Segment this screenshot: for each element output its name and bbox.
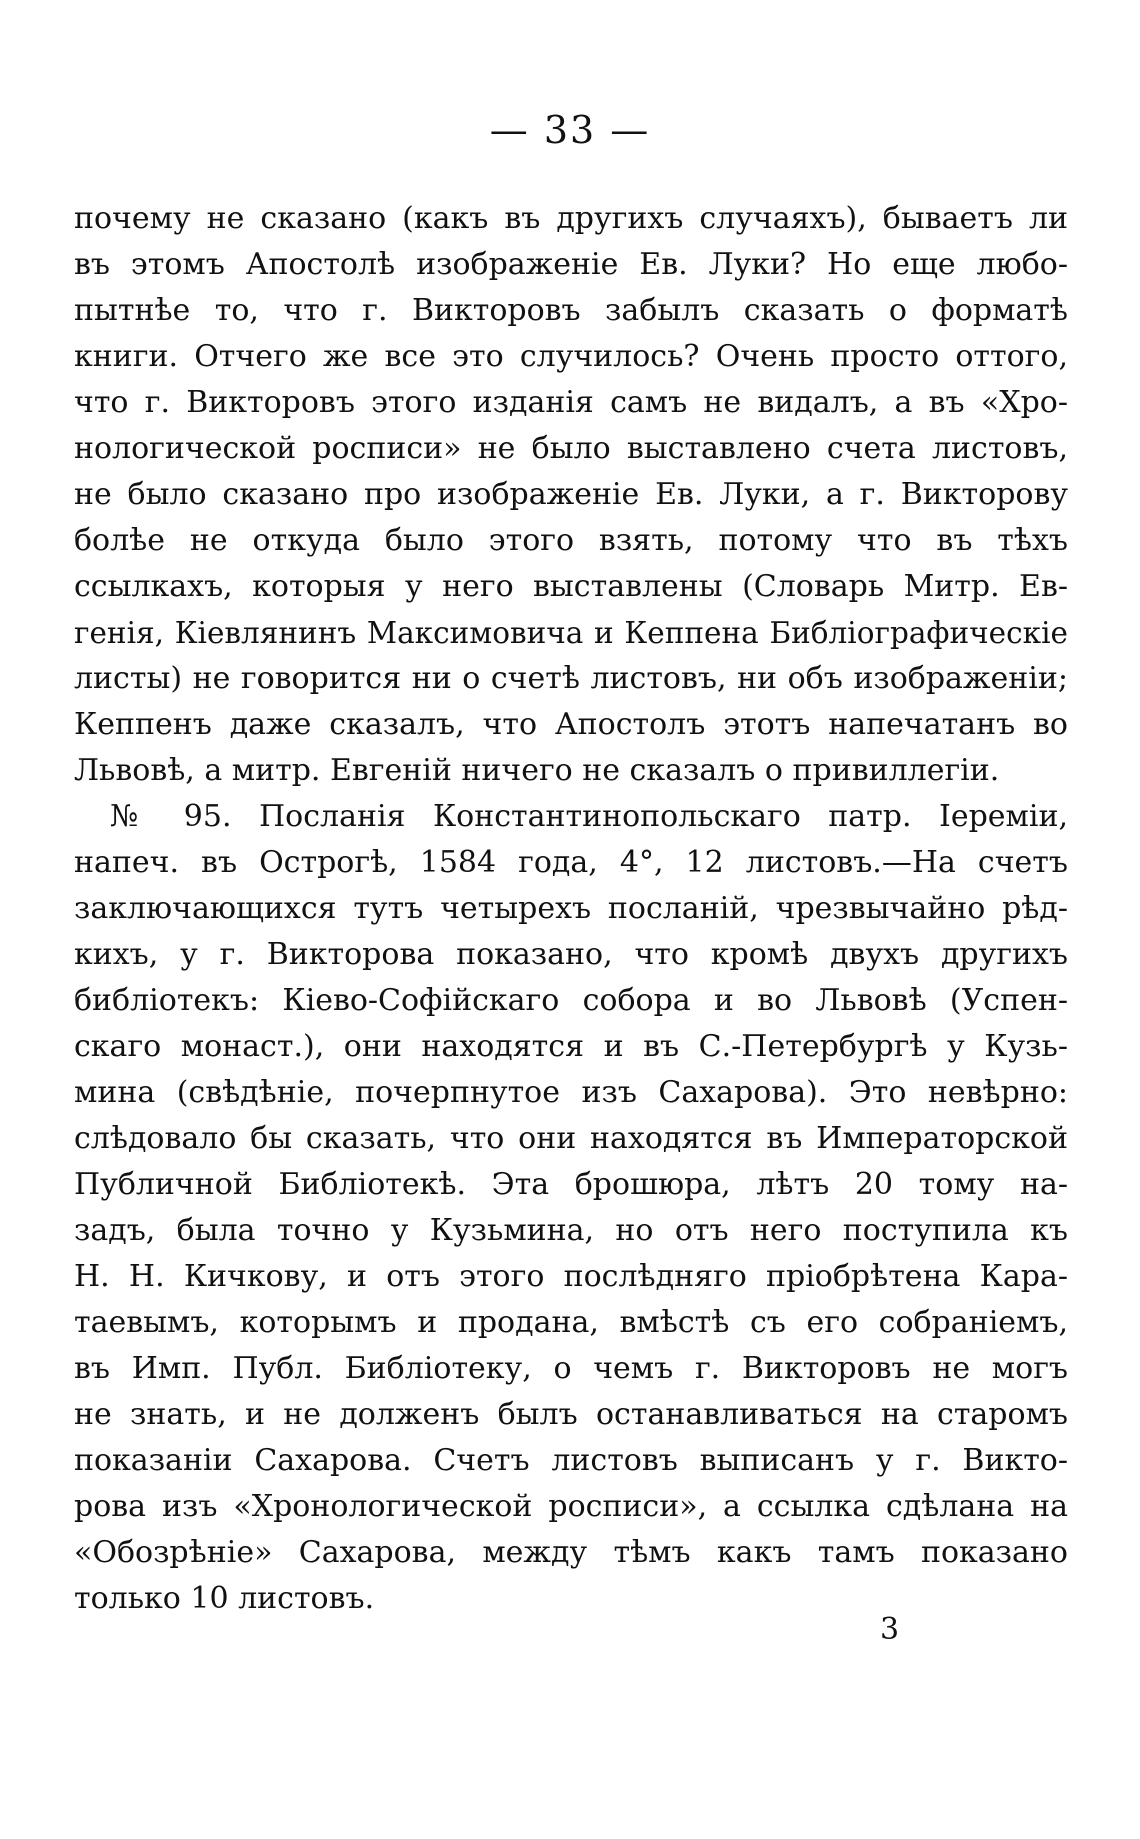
text-line: не знать, и не долженъ былъ останавливаться на старомъ bbox=[74, 1397, 1068, 1432]
text-line: пытнѣе то, что г. Викторовъ забылъ сказать о форматѣ bbox=[74, 293, 1068, 328]
text-line: болѣе не откуда было этого взять, потому что въ тѣхъ bbox=[74, 523, 1068, 558]
text-line: скаго монаст.), они находятся и въ С.-Петербургѣ у Кузь- bbox=[74, 1029, 1068, 1064]
text-line: генія, Кіевлянинъ Максимовича и Кеппена Библіографическіе bbox=[74, 616, 1068, 650]
text-line: «Обозрѣніе» Сахарова, между тѣмъ какъ тамъ показано bbox=[74, 1535, 1068, 1570]
text-line: рова изъ «Хронологической росписи», а ссылка сдѣлана на bbox=[74, 1489, 1068, 1524]
text-line: книги. Отчего же все это случилось? Очень просто оттого, bbox=[74, 339, 1068, 374]
text-line: № 95. Посланія Константинопольскаго патр. Іереміи, bbox=[110, 799, 1068, 834]
text-line: что г. Викторовъ этого изданія самъ не видалъ, а въ «Хро- bbox=[74, 385, 1068, 420]
text-line: библіотекъ: Кіево-Софійскаго собора и во Львовѣ (Успен- bbox=[74, 983, 1068, 1018]
text-line: Н. Н. Кичкову, и отъ этого послѣдняго пріобрѣтена Кара- bbox=[74, 1259, 1068, 1294]
text-line: только 10 листовъ. bbox=[74, 1581, 375, 1616]
text-line: почему не сказано (какъ въ другихъ случаяхъ), бываетъ ли bbox=[74, 201, 1068, 236]
page-number: — 33 — bbox=[489, 108, 651, 152]
text-line: въ Имп. Публ. Библіотеку, о чемъ г. Викторовъ не могъ bbox=[74, 1351, 1068, 1386]
text-line: Львовѣ, а митр. Евгеній ничего не сказалъ о привиллегіи. bbox=[74, 753, 1000, 788]
text-line: слѣдовало бы сказать, что они находятся въ Императорской bbox=[74, 1121, 1068, 1156]
text-line: таевымъ, которымъ и продана, вмѣстѣ съ его собраніемъ, bbox=[74, 1305, 1068, 1340]
text-line: нологической росписи» не было выставлено счета листовъ, bbox=[74, 431, 1068, 466]
text-line: Кеппенъ даже сказалъ, что Апостолъ этотъ напечатанъ во bbox=[74, 707, 1068, 742]
text-line: мина (свѣдѣніе, почерпнутое изъ Сахарова). Это невѣрно: bbox=[74, 1075, 1068, 1110]
text-line: заключающихся тутъ четырехъ посланій, чрезвычайно рѣд- bbox=[74, 891, 1068, 926]
text-line: напеч. въ Острогѣ, 1584 года, 4°, 12 листовъ.—На счетъ bbox=[74, 845, 1068, 880]
text-line: не было сказано про изображеніе Ев. Луки, а г. Викторову bbox=[74, 477, 1068, 512]
text-line: листы) не говорится ни о счетѣ листовъ, ни объ изображеніи; bbox=[74, 661, 1068, 696]
text-line: показаніи Сахарова. Счетъ листовъ выписанъ у г. Викто- bbox=[74, 1443, 1068, 1478]
text-line: Публичной Библіотекѣ. Эта брошюра, лѣтъ 20 тому на- bbox=[74, 1167, 1068, 1202]
text-line: задъ, была точно у Кузьмина, но отъ него поступила къ bbox=[74, 1213, 1068, 1248]
page-body-text bbox=[74, 196, 1068, 1622]
text-line: кихъ, у г. Викторова показано, что кромѣ двухъ другихъ bbox=[74, 937, 1068, 972]
text-line: ссылкахъ, которыя у него выставлены (Словарь Митр. Ев- bbox=[74, 569, 1068, 604]
text-line: въ этомъ Апостолѣ изображеніе Ев. Луки? Но еще любо- bbox=[74, 247, 1068, 282]
signature-mark: 3 bbox=[880, 1612, 900, 1647]
